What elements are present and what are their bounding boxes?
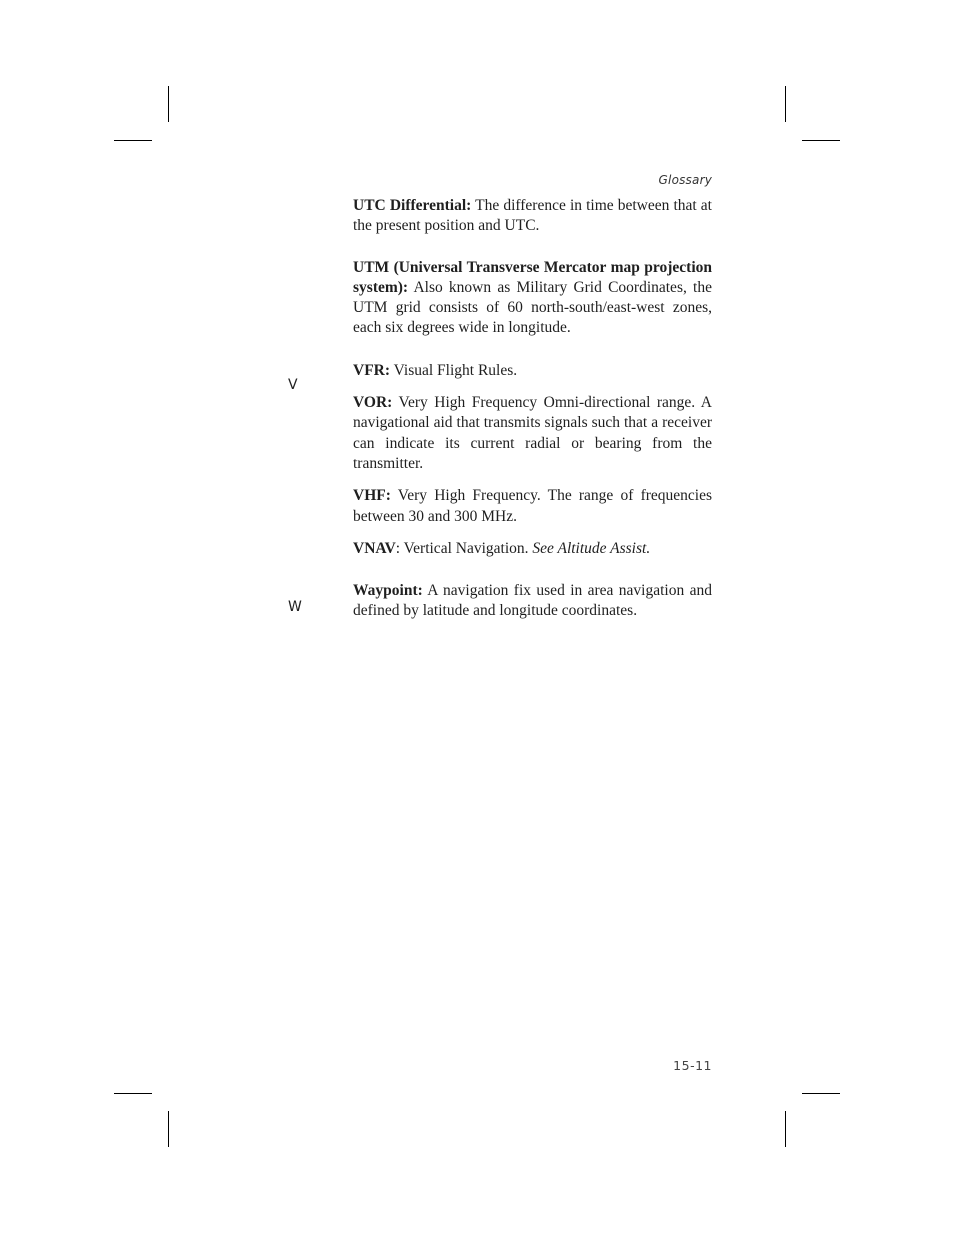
- section-letter-w: W: [288, 599, 302, 615]
- see-also-reference: See Altitude Assist.: [532, 539, 651, 557]
- crop-mark-top-left-vertical: [168, 86, 169, 122]
- glossary-entry-vfr: [353, 361, 712, 381]
- crop-mark-top-right-horizontal: [802, 140, 840, 141]
- glossary-term: VOR:: [353, 394, 393, 412]
- glossary-entry-utc-differential: [353, 196, 712, 237]
- crop-mark-bottom-right-horizontal: [802, 1093, 840, 1094]
- glossary-entry-vnav: [353, 539, 712, 559]
- glossary-definition: Also known as Military Grid Coordinates, the UTM grid consists of 60 north-south/east-west zones, each six degrees wide in longitude.: [353, 278, 712, 337]
- section-letter-v: V: [288, 377, 298, 393]
- glossary-term: VFR:: [353, 361, 391, 379]
- glossary-definition: Very High Frequency Omni-directional range. A navigational aid that transmits signals such that a receiver can indicate its current radial or bearing from the transmitter.: [353, 394, 712, 472]
- crop-mark-bottom-right-vertical: [785, 1111, 786, 1147]
- glossary-entry-utm: [353, 258, 712, 339]
- crop-mark-bottom-left-horizontal: [114, 1093, 152, 1094]
- glossary-term: VNAV: [353, 539, 396, 557]
- glossary-definition: : Vertical Navigation.: [395, 539, 533, 557]
- glossary-entry-vhf: [353, 486, 712, 527]
- glossary-definition: A navigation fix used in area navigation and defined by latitude and longitude coordinates.: [353, 582, 712, 620]
- glossary-term: Waypoint:: [353, 582, 423, 600]
- crop-mark-bottom-left-vertical: [168, 1111, 169, 1147]
- glossary-definition: Visual Flight Rules.: [390, 361, 518, 379]
- glossary-definition: Very High Frequency. The range of frequencies between 30 and 300 MHz.: [353, 487, 712, 525]
- glossary-entry-vor: [353, 393, 712, 474]
- glossary-content: [353, 196, 712, 622]
- crop-mark-top-left-horizontal: [114, 140, 152, 141]
- glossary-term: UTM (Universal Transverse Mercator map projection system):: [353, 258, 712, 296]
- glossary-definition: The difference in time between that at the present position and UTC.: [353, 197, 712, 235]
- glossary-term: VHF:: [353, 487, 391, 505]
- glossary-entry-waypoint: [353, 581, 712, 622]
- glossary-term: UTC Differential:: [353, 197, 472, 214]
- page-number: 15-11: [673, 1058, 712, 1073]
- running-header: Glossary: [658, 173, 712, 187]
- crop-mark-top-right-vertical: [785, 86, 786, 122]
